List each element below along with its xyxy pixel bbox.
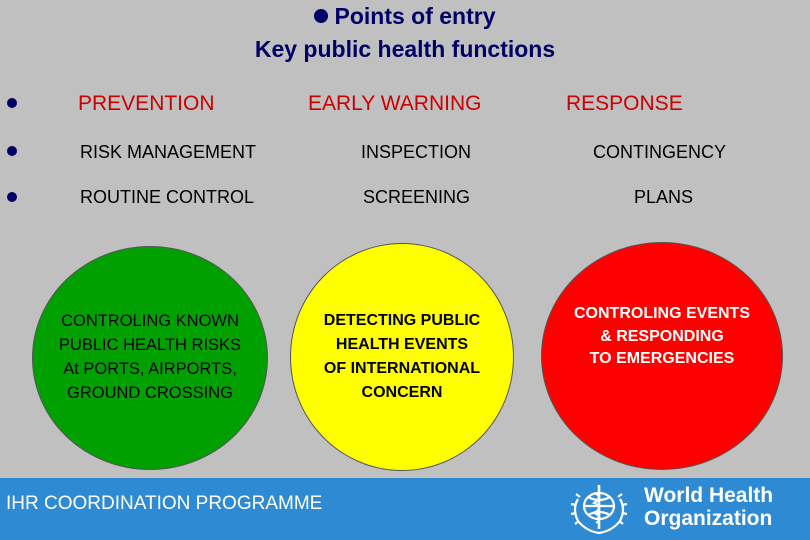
- circle-early-warning: [290, 243, 514, 471]
- cell-routine-control: ROUTINE CONTROL: [80, 187, 255, 207]
- cell-risk-management: RISK MANAGEMENT: [80, 142, 257, 162]
- circle-response-text: CONTROLING EVENTS & RESPONDING TO EMERGENCIES: [573, 305, 750, 368]
- title-line-2: Key public health functions: [254, 36, 556, 62]
- bullet-icon: [7, 192, 17, 202]
- cell-plans: PLANS: [634, 187, 694, 207]
- heading-early-warning: EARLY WARNING: [308, 92, 482, 115]
- footer-title: IHR COORDINATION PROGRAMME: [6, 493, 323, 514]
- cell-inspection: INSPECTION: [361, 142, 472, 162]
- heading-response: RESPONSE: [566, 92, 683, 115]
- cell-screening: SCREENING: [363, 187, 471, 207]
- who-logo-text: World Health Organization: [644, 484, 774, 530]
- cell-contingency: CONTINGENCY: [593, 142, 727, 162]
- heading-prevention: PREVENTION: [78, 92, 215, 115]
- who-emblem-icon: [568, 479, 630, 537]
- bullet-icon: [7, 98, 17, 108]
- bullet-icon: [7, 146, 17, 156]
- circle-prevention-text: CONTROLING KNOWN PUBLIC HEALTH RISKS At PORTS, AIRPORTS, GROUND CROSSING: [58, 312, 242, 402]
- circle-response: [541, 242, 783, 470]
- title-bullet-icon: [314, 9, 328, 23]
- circle-early-warning-text: DETECTING PUBLIC HEALTH EVENTS OF INTERNATIONAL CONCERN: [323, 312, 481, 401]
- circle-prevention: [32, 246, 268, 470]
- title-line-1: Points of entry: [0, 3, 810, 30]
